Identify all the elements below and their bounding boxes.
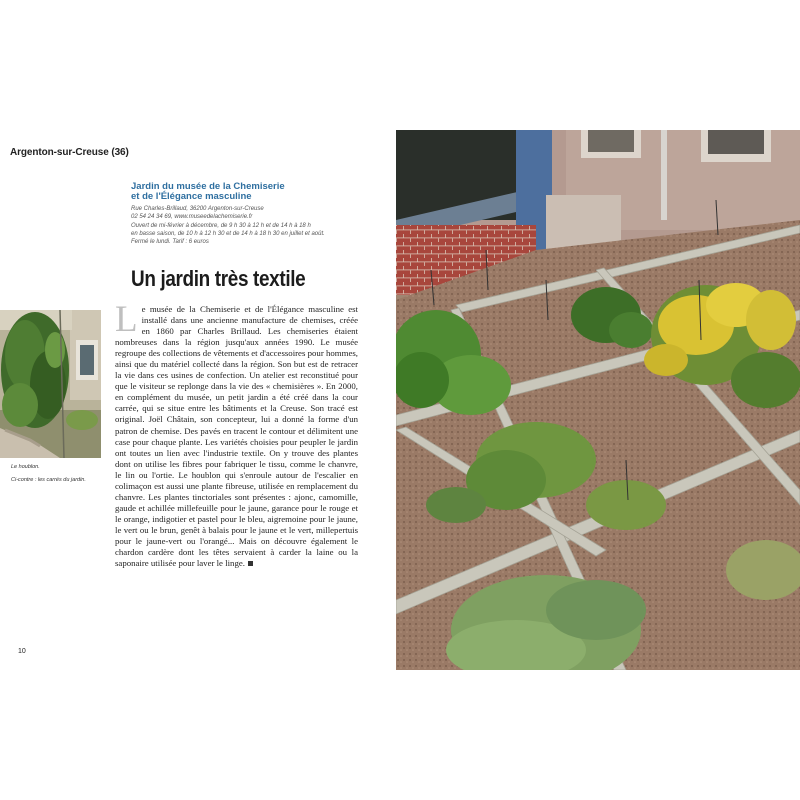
article-body-text: e musée de la Chemiserie et de l'Élégance masculine est installé dans une ancienne manufacture de chemises, créée en 1860 par Charles Brillaud. Les chemiseries étaient nombreuses dans la région jusqu'aux années 1990. Le musée regroupe des collections de vêtements et d'accessoires pour hommes, ainsi que du matériel collecté dans la région. Son but est de retracer la vie dans ces usines de confection. Un atelier est reconstitué pour que le visiteur se replonge dans la vie des « chemisières ». En 2000, en complément du musée, un petit jardin a été créé dans la cour carrée, qui se situe entre les bâtiments et la Creuse. Son tracé est original. Joël Châtain, son concepteur, lui a donné la forme d'un patron de chemise. Des pavés en tracent le contour et délimitent une case pour chaque plante. Les variétés choisies pour peupler le jardin ont toutes un lien avec l'industrie textile. On y trouve des plantes dont on utilise les fibres pour fabriquer le tissu, comme le chanvre, le lin ou l'ortie. Le houblon qui s'enroule autour de l'escalier en colimaçon est aussi une plante fibreuse, utilisée en remplacement du chanvre. Les plantes tinctoriales sont présentes : ajonc, camomille, gaude et achillée millefeuille pour le jaune, garance pour le rouge et le orange, indigotier et pastel pour le bleu, aigremoine pour le jaune, le vert ou le brun, genêt à balais pour le jaune et le vert, millepertuis pour le jaune-vert ou l'orangé... Mais on découvre également le chardon cardère dont les têtes servaient à carder la laine ou la saponaire utilisée pour laver le linge. bbox=[115, 304, 358, 569]
info-box bbox=[131, 182, 361, 246]
caption-hop: Le houblon. bbox=[11, 464, 40, 470]
info-closing-price: Fermé le lundi. Tarif : 6 euros bbox=[131, 239, 209, 246]
garden-squares-photo bbox=[396, 130, 800, 670]
caption-garden-squares: Ci-contre : les carrés du jardin. bbox=[11, 477, 86, 483]
info-title-line2: et de l'Élégance masculine bbox=[131, 191, 252, 202]
drop-cap: L bbox=[115, 299, 138, 340]
info-contact: 02 54 24 34 69, www.museedelachemiserie.fr bbox=[131, 214, 253, 221]
end-mark-icon bbox=[248, 561, 253, 566]
page-number: 10 bbox=[18, 648, 26, 655]
info-address: Rue Charles-Brillaud, 36200 Argenton-sur-Creuse bbox=[131, 206, 264, 212]
article-headline: Un jardin très textile bbox=[131, 266, 306, 291]
info-title-line1: Jardin du musée de la Chemiserie bbox=[131, 181, 285, 192]
hop-plant-photo bbox=[0, 310, 101, 458]
info-hours-season: en basse saison, de 10 h à 12 h 30 et de 14 h à 18 h 30 en juillet et août. bbox=[131, 230, 325, 237]
section-label: Argenton-sur-Creuse (36) bbox=[10, 147, 129, 158]
article-body bbox=[115, 299, 358, 569]
info-hours: Ouvert de mi-février à décembre, de 9 h 30 à 12 h et de 14 h à 18 h bbox=[131, 222, 311, 229]
